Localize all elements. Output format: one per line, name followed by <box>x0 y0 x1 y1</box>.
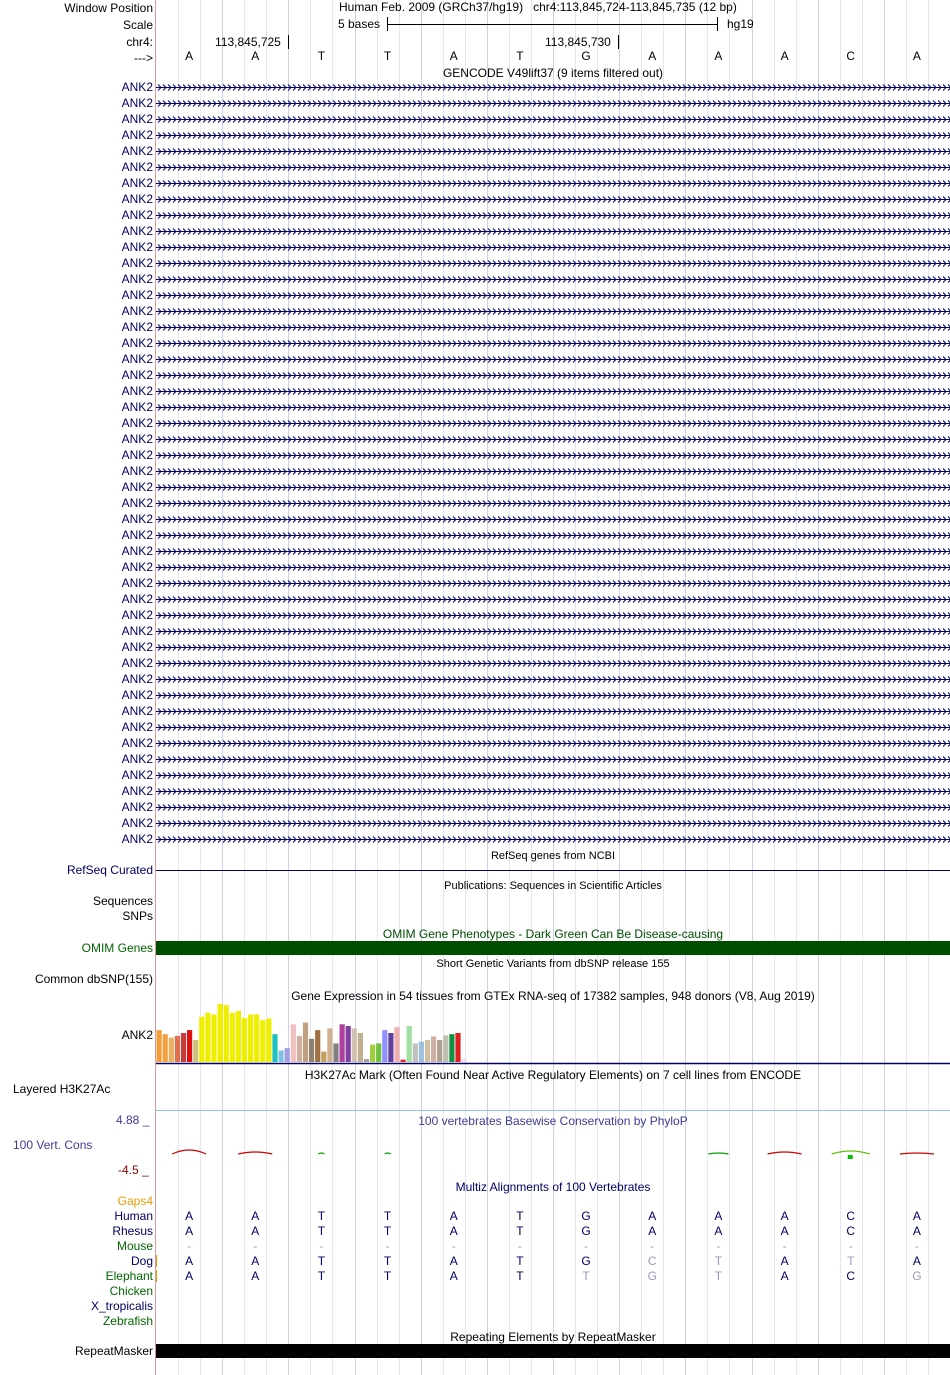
gtex-tissue-bar[interactable] <box>297 1036 302 1062</box>
gencode-gene-label[interactable]: ANK2 <box>121 128 153 142</box>
refseq-line[interactable] <box>156 870 950 871</box>
gtex-tissue-bar[interactable] <box>211 1014 216 1062</box>
coord-right: 113,845,730 <box>545 35 611 49</box>
assembly-title <box>339 0 737 14</box>
publications-label-snps[interactable]: SNPs <box>122 909 153 923</box>
gencode-transcript[interactable] <box>156 240 950 254</box>
gencode-gene-label[interactable]: ANK2 <box>121 256 153 270</box>
gencode-gene-label[interactable]: ANK2 <box>121 496 153 510</box>
scale-bar-left-tick <box>387 17 388 31</box>
gtex-bar-chart[interactable] <box>156 1002 950 1066</box>
gencode-transcript[interactable] <box>156 112 950 126</box>
gencode-transcript[interactable] <box>156 352 950 366</box>
gencode-transcript[interactable] <box>156 832 950 846</box>
gtex-tissue-bar[interactable] <box>449 1034 454 1062</box>
gencode-transcript[interactable] <box>156 336 950 350</box>
strand-label: ---> <box>134 51 153 65</box>
multiz-base: T <box>383 1209 392 1223</box>
phylop-score-mark[interactable] <box>238 1152 272 1154</box>
phylop-score-mark[interactable] <box>172 1150 206 1154</box>
gtex-tissue-bar[interactable] <box>260 1020 265 1062</box>
gencode-gene-label[interactable]: ANK2 <box>121 528 153 542</box>
repeatmasker-label[interactable]: RepeatMasker <box>74 1344 153 1358</box>
base-letter: A <box>251 49 260 63</box>
gencode-transcript[interactable] <box>156 688 950 702</box>
base-letter: T <box>317 49 326 63</box>
gencode-gene-label[interactable]: ANK2 <box>121 592 153 606</box>
gencode-transcript[interactable] <box>156 160 950 174</box>
gencode-transcript[interactable] <box>156 96 950 110</box>
gencode-gene-label[interactable]: ANK2 <box>121 752 153 766</box>
gencode-transcript[interactable] <box>156 368 950 382</box>
h3k27ac-baseline <box>156 1110 950 1111</box>
repeatmasker-bar[interactable] <box>156 1344 950 1358</box>
multiz-species-label[interactable]: Zebrafish <box>102 1314 153 1328</box>
multiz-gap-marker <box>156 1255 157 1267</box>
gtex-tissue-bar[interactable] <box>309 1039 314 1062</box>
gencode-gene-label[interactable]: ANK2 <box>121 192 153 206</box>
multiz-species-label[interactable]: Mouse <box>116 1239 153 1253</box>
refseq-label[interactable]: RefSeq Curated <box>66 863 153 877</box>
multiz-base: - <box>517 1239 522 1253</box>
gtex-label[interactable]: ANK2 <box>121 1028 153 1042</box>
multiz-base: - <box>584 1239 589 1253</box>
multiz-base: C <box>846 1269 856 1283</box>
multiz-species-label[interactable]: Chicken <box>109 1284 153 1298</box>
gtex-tissue-bar[interactable] <box>437 1040 442 1062</box>
phylop-label[interactable]: 100 Vert. Cons <box>13 1138 93 1152</box>
db-label: hg19 <box>727 17 754 31</box>
phylop-score-mark[interactable] <box>318 1153 324 1154</box>
multiz-species-label[interactable]: Elephant <box>105 1269 153 1283</box>
gtex-tissue-bar[interactable] <box>187 1030 192 1062</box>
gencode-transcript[interactable] <box>156 736 950 750</box>
phylop-score-mark[interactable] <box>708 1153 728 1154</box>
gtex-tissue-bar[interactable] <box>443 1035 448 1062</box>
gencode-transcript[interactable] <box>156 384 950 398</box>
multiz-gaps-label[interactable]: Gaps4 <box>117 1194 153 1208</box>
gencode-transcript[interactable] <box>156 672 950 686</box>
gtex-tissue-bar[interactable] <box>272 1034 277 1062</box>
position-text: chr4:113,845,724-113,845,735 (12 bp) <box>533 0 737 14</box>
phylop-score-mark[interactable] <box>832 1151 870 1154</box>
coord-left-tick <box>288 35 289 49</box>
multiz-base: - <box>650 1239 655 1253</box>
refseq-title[interactable]: RefSeq genes from NCBI <box>490 850 616 862</box>
multiz-base: A <box>251 1224 260 1238</box>
gtex-tissue-bar[interactable] <box>303 1023 308 1062</box>
multiz-base: T <box>516 1269 524 1283</box>
gtex-tissue-bar[interactable] <box>157 1030 162 1062</box>
multiz-base: A <box>648 1224 657 1238</box>
gtex-tissue-bar[interactable] <box>333 1043 338 1062</box>
phylop-score-mark[interactable] <box>768 1152 802 1154</box>
gtex-tissue-bar[interactable] <box>218 1004 223 1062</box>
base-sequence-row <box>156 49 950 65</box>
gencode-gene-label[interactable]: ANK2 <box>121 176 153 190</box>
multiz-gap-marker <box>156 1270 157 1282</box>
gtex-tissue-bar[interactable] <box>236 1011 241 1062</box>
gencode-transcript[interactable] <box>156 128 950 142</box>
gencode-gene-label[interactable]: ANK2 <box>121 464 153 478</box>
gtex-tissue-bar[interactable] <box>376 1043 381 1062</box>
multiz-base: - <box>716 1239 721 1253</box>
multiz-base: - <box>187 1239 192 1253</box>
base-letter: T <box>383 49 392 63</box>
gencode-gene-label[interactable]: ANK2 <box>121 272 153 286</box>
gtex-tissue-bar[interactable] <box>254 1014 259 1062</box>
multiz-base: - <box>385 1239 390 1253</box>
multiz-base: G <box>581 1254 591 1268</box>
multiz-base: A <box>648 1209 657 1223</box>
base-letter: A <box>648 49 657 63</box>
gencode-transcript[interactable] <box>156 576 950 590</box>
gencode-gene-label[interactable]: ANK2 <box>121 672 153 686</box>
multiz-base: A <box>185 1269 194 1283</box>
base-letter: A <box>780 49 789 63</box>
gencode-gene-label[interactable]: ANK2 <box>121 560 153 574</box>
gencode-gene-label[interactable]: ANK2 <box>121 304 153 318</box>
gencode-gene-label[interactable]: ANK2 <box>121 432 153 446</box>
gencode-transcript[interactable] <box>156 608 950 622</box>
gencode-transcript[interactable] <box>156 560 950 574</box>
phylop-score-mark[interactable] <box>848 1155 853 1159</box>
base-letter: A <box>714 49 723 63</box>
multiz-species-label[interactable]: Rhesus <box>112 1224 153 1238</box>
gencode-gene-label[interactable]: ANK2 <box>121 240 153 254</box>
gtex-tissue-bar[interactable] <box>199 1017 204 1062</box>
phylop-score-mark[interactable] <box>385 1153 391 1154</box>
multiz-base: A <box>912 1254 921 1268</box>
gencode-gene-label[interactable]: ANK2 <box>121 832 153 846</box>
multiz-base: A <box>449 1224 458 1238</box>
gencode-transcript[interactable] <box>156 656 950 670</box>
base-letter: A <box>185 49 194 63</box>
multiz-base: A <box>912 1224 921 1238</box>
gtex-tissue-bar[interactable] <box>248 1014 253 1062</box>
gencode-gene-label[interactable]: ANK2 <box>121 160 153 174</box>
multiz-base: C <box>647 1254 657 1268</box>
scale-bar <box>387 24 718 25</box>
multiz-species-label[interactable]: Dog <box>130 1254 153 1268</box>
gencode-transcript[interactable] <box>156 192 950 206</box>
gencode-gene-label[interactable]: ANK2 <box>121 816 153 830</box>
gencode-gene-label[interactable]: ANK2 <box>121 608 153 622</box>
gtex-tissue-bar[interactable] <box>462 1059 467 1062</box>
gtex-title[interactable]: Gene Expression in 54 tissues from GTEx RNA-seq of 17382 samples, 948 donors (V8, Aug 2019) <box>291 989 815 1003</box>
multiz-base: T <box>714 1269 723 1283</box>
omim-title[interactable]: OMIM Gene Phenotypes - Dark Green Can Be Disease-causing <box>382 927 724 941</box>
multiz-base: - <box>319 1239 324 1253</box>
gencode-transcript[interactable] <box>156 448 950 462</box>
gtex-tissue-bar[interactable] <box>169 1038 174 1062</box>
multiz-base: T <box>383 1254 392 1268</box>
gencode-transcript[interactable] <box>156 464 950 478</box>
gtex-tissue-bar[interactable] <box>175 1036 180 1062</box>
multiz-species-label[interactable]: Human <box>114 1209 153 1223</box>
multiz-base: - <box>253 1239 258 1253</box>
phylop-ymin: -4.5 _ <box>118 1163 149 1177</box>
gencode-transcript[interactable] <box>156 752 950 766</box>
gencode-gene-label[interactable]: ANK2 <box>121 352 153 366</box>
multiz-base: A <box>185 1254 194 1268</box>
gencode-transcript[interactable] <box>156 416 950 430</box>
gtex-tissue-bar[interactable] <box>266 1019 271 1063</box>
gencode-gene-label[interactable]: ANK2 <box>121 512 153 526</box>
gtex-tissue-bar[interactable] <box>370 1045 375 1062</box>
gencode-title[interactable]: GENCODE V49lift37 (9 items filtered out) <box>442 66 664 80</box>
gtex-tissue-bar[interactable] <box>413 1043 418 1062</box>
gtex-tissue-bar[interactable] <box>407 1026 412 1062</box>
gencode-gene-label[interactable]: ANK2 <box>121 336 153 350</box>
multiz-base: A <box>780 1224 789 1238</box>
gencode-transcript[interactable] <box>156 640 950 654</box>
gencode-gene-label[interactable]: ANK2 <box>121 416 153 430</box>
multiz-base: A <box>449 1269 458 1283</box>
multiz-base: A <box>185 1224 194 1238</box>
gencode-gene-label[interactable]: ANK2 <box>121 624 153 638</box>
gencode-gene-label[interactable]: ANK2 <box>121 400 153 414</box>
gencode-transcript[interactable] <box>156 288 950 302</box>
gtex-tissue-bar[interactable] <box>279 1050 284 1062</box>
multiz-base: A <box>780 1269 789 1283</box>
gtex-tissue-bar[interactable] <box>327 1028 332 1062</box>
multiz-base: T <box>383 1224 392 1238</box>
gtex-tissue-bar[interactable] <box>230 1013 235 1062</box>
multiz-base: T <box>516 1254 524 1268</box>
multiz-base: - <box>782 1239 787 1253</box>
multiz-base: A <box>185 1209 194 1223</box>
gencode-gene-label[interactable]: ANK2 <box>121 384 153 398</box>
gencode-gene-label[interactable]: ANK2 <box>121 656 153 670</box>
dbsnp-label[interactable]: Common dbSNP(155) <box>34 972 153 986</box>
gencode-gene-label[interactable]: ANK2 <box>121 800 153 814</box>
coord-left: 113,845,725 <box>215 35 281 49</box>
window-position-label: Window Position <box>64 1 153 15</box>
gtex-tissue-bar[interactable] <box>388 1033 393 1062</box>
omim-feature-bar[interactable] <box>156 941 950 955</box>
gtex-tissue-bar[interactable] <box>394 1027 399 1062</box>
gtex-tissue-bar[interactable] <box>382 1030 387 1062</box>
gencode-gene-label[interactable]: ANK2 <box>121 784 153 798</box>
gtex-tissue-bar[interactable] <box>401 1060 406 1062</box>
multiz-base: G <box>581 1209 591 1223</box>
gtex-tissue-bar[interactable] <box>291 1024 296 1062</box>
gencode-gene-label[interactable]: ANK2 <box>121 224 153 238</box>
omim-label[interactable]: OMIM Genes <box>81 941 153 955</box>
gtex-tissue-bar[interactable] <box>455 1033 460 1062</box>
gencode-transcript[interactable] <box>156 144 950 158</box>
gencode-transcript[interactable] <box>156 768 950 782</box>
phylop-title[interactable]: 100 vertebrates Basewise Conservation by PhyloP <box>418 1114 688 1128</box>
multiz-base: T <box>383 1269 392 1283</box>
chrom-label: chr4: <box>126 35 153 49</box>
gencode-gene-label[interactable]: ANK2 <box>121 112 153 126</box>
gencode-gene-label[interactable]: ANK2 <box>121 96 153 110</box>
gencode-gene-label[interactable]: ANK2 <box>121 448 153 462</box>
multiz-base: T <box>582 1269 590 1283</box>
gencode-gene-label[interactable]: ANK2 <box>121 288 153 302</box>
gencode-gene-label[interactable]: ANK2 <box>121 640 153 654</box>
gencode-transcript[interactable] <box>156 784 950 798</box>
gencode-gene-label[interactable]: ANK2 <box>121 720 153 734</box>
multiz-base: T <box>317 1224 326 1238</box>
gencode-transcript[interactable] <box>156 320 950 334</box>
gencode-transcript[interactable] <box>156 512 950 526</box>
coord-right-tick <box>618 35 619 49</box>
gencode-transcript[interactable] <box>156 544 950 558</box>
base-letter: A <box>912 49 921 63</box>
gencode-transcript[interactable] <box>156 800 950 814</box>
scale-label: Scale <box>122 18 153 32</box>
multiz-base: T <box>516 1209 524 1223</box>
gencode-gene-label[interactable]: ANK2 <box>121 688 153 702</box>
base-letter: C <box>846 49 856 63</box>
multiz-title[interactable]: Multiz Alignments of 100 Vertebrates <box>455 1180 651 1194</box>
gtex-tissue-bar[interactable] <box>364 1059 369 1062</box>
gtex-tissue-bar[interactable] <box>205 1013 210 1062</box>
multiz-base: T <box>317 1209 326 1223</box>
multiz-base: A <box>714 1224 723 1238</box>
gtex-tissue-bar[interactable] <box>358 1033 363 1062</box>
gencode-gene-label[interactable]: ANK2 <box>121 208 153 222</box>
base-letter: T <box>516 49 524 63</box>
gencode-transcript[interactable] <box>156 528 950 542</box>
gencode-gene-label[interactable]: ANK2 <box>121 768 153 782</box>
multiz-base: - <box>451 1239 456 1253</box>
gencode-gene-label[interactable]: ANK2 <box>121 144 153 158</box>
multiz-base: C <box>846 1224 856 1238</box>
gencode-transcript[interactable] <box>156 704 950 718</box>
multiz-base: G <box>647 1269 657 1283</box>
gencode-gene-label[interactable]: ANK2 <box>121 544 153 558</box>
base-letter: G <box>581 49 591 63</box>
multiz-base: A <box>780 1254 789 1268</box>
gtex-tissue-bar[interactable] <box>425 1040 430 1062</box>
scale-text: 5 bases <box>338 17 381 31</box>
gencode-gene-label[interactable]: ANK2 <box>121 576 153 590</box>
multiz-species-label[interactable]: X_tropicalis <box>90 1299 153 1313</box>
gencode-transcript[interactable] <box>156 624 950 638</box>
multiz-base: A <box>251 1269 260 1283</box>
publications-title[interactable]: Publications: Sequences in Scientific Articles <box>444 880 662 892</box>
phylop-score-mark[interactable] <box>900 1153 934 1154</box>
gtex-tissue-bar[interactable] <box>242 1018 247 1062</box>
multiz-base: A <box>912 1209 921 1223</box>
gencode-transcript[interactable] <box>156 80 950 94</box>
gtex-tissue-bar[interactable] <box>321 1052 326 1062</box>
gtex-tissue-bar[interactable] <box>346 1026 351 1062</box>
gencode-transcript[interactable] <box>156 208 950 222</box>
repeatmasker-title[interactable]: Repeating Elements by RepeatMasker <box>450 1330 656 1344</box>
gencode-transcript[interactable] <box>156 720 950 734</box>
multiz-base: A <box>251 1254 260 1268</box>
multiz-base: - <box>914 1239 919 1253</box>
gencode-transcript[interactable] <box>156 496 950 510</box>
phylop-ymax: 4.88 _ <box>116 1113 150 1127</box>
multiz-base: C <box>846 1209 856 1223</box>
multiz-base: A <box>449 1209 458 1223</box>
h3k27ac-title[interactable]: H3K27Ac Mark (Often Found Near Active Regulatory Elements) on 7 cell lines from ENCODE <box>304 1068 802 1082</box>
h3k27ac-label[interactable]: Layered H3K27Ac <box>13 1082 111 1096</box>
gencode-transcript[interactable] <box>156 304 950 318</box>
gtex-tissue-bar[interactable] <box>224 1005 229 1062</box>
gencode-transcript[interactable] <box>156 816 950 830</box>
gencode-transcript[interactable] <box>156 592 950 606</box>
multiz-base: G <box>912 1269 922 1283</box>
multiz-base: - <box>848 1239 853 1253</box>
gencode-transcript[interactable] <box>156 432 950 446</box>
multiz-base: A <box>449 1254 458 1268</box>
gencode-gene-label[interactable]: ANK2 <box>121 368 153 382</box>
gencode-gene-label[interactable]: ANK2 <box>121 480 153 494</box>
scale-bar-right-tick <box>717 17 718 31</box>
gtex-tissue-bar[interactable] <box>352 1028 357 1062</box>
gtex-tissue-bar[interactable] <box>419 1042 424 1062</box>
gtex-tissue-bar[interactable] <box>340 1024 345 1062</box>
publications-label-sequences[interactable]: Sequences <box>92 894 153 908</box>
gencode-gene-label[interactable]: ANK2 <box>121 704 153 718</box>
multiz-base: T <box>317 1254 326 1268</box>
gencode-transcript[interactable] <box>156 176 950 190</box>
gencode-transcript[interactable] <box>156 480 950 494</box>
phylop-wiggle[interactable] <box>156 1130 950 1180</box>
gencode-gene-label[interactable]: ANK2 <box>121 80 153 94</box>
gtex-tissue-bar[interactable] <box>431 1036 436 1062</box>
gencode-transcript[interactable] <box>156 272 950 286</box>
gencode-gene-label[interactable]: ANK2 <box>121 736 153 750</box>
gtex-tissue-bar[interactable] <box>315 1030 320 1062</box>
multiz-base: T <box>317 1269 326 1283</box>
multiz-base: A <box>780 1209 789 1223</box>
gencode-transcript[interactable] <box>156 256 950 270</box>
multiz-base: T <box>714 1254 723 1268</box>
multiz-base: A <box>251 1209 260 1223</box>
gtex-tissue-bar[interactable] <box>163 1034 168 1062</box>
gencode-transcript[interactable] <box>156 224 950 238</box>
base-letter: A <box>449 49 458 63</box>
gtex-tissue-bar[interactable] <box>285 1048 290 1062</box>
dbsnp-title[interactable]: Short Genetic Variants from dbSNP release 155 <box>436 958 670 970</box>
multiz-base: A <box>714 1209 723 1223</box>
gtex-tissue-bar[interactable] <box>193 1040 198 1062</box>
assembly-name: Human Feb. 2009 (GRCh37/hg19) <box>339 0 524 14</box>
gtex-tissue-bar[interactable] <box>181 1033 186 1062</box>
multiz-base: T <box>847 1254 855 1268</box>
gencode-gene-label[interactable]: ANK2 <box>121 320 153 334</box>
gencode-transcript[interactable] <box>156 400 950 414</box>
multiz-base: G <box>581 1224 591 1238</box>
multiz-base: T <box>516 1224 524 1238</box>
